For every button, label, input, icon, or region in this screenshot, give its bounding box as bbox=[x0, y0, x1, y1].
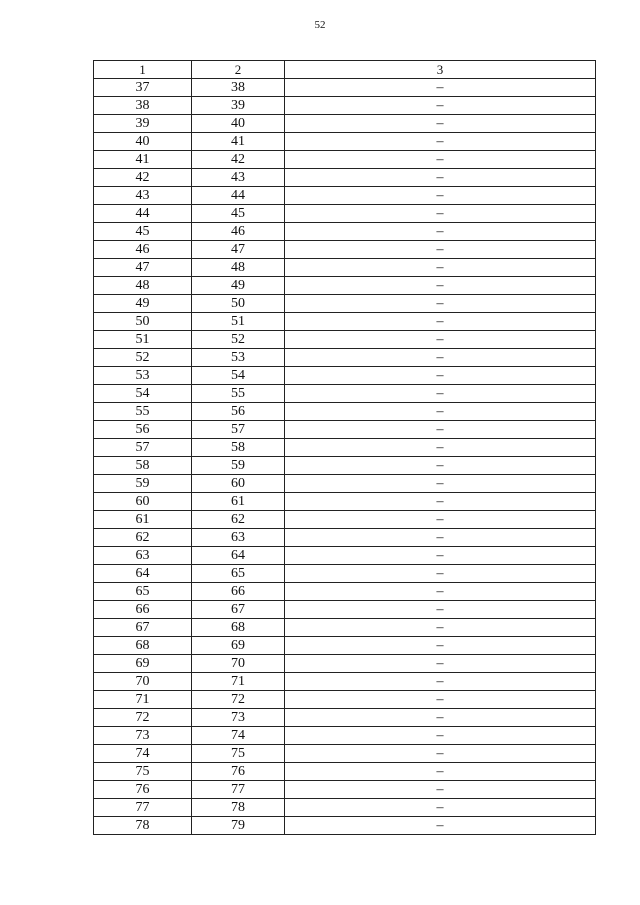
cell-col-1: 58 bbox=[94, 457, 192, 475]
data-table bbox=[93, 60, 596, 835]
table-row bbox=[94, 97, 596, 115]
cell-col-1: 47 bbox=[94, 259, 192, 277]
cell-col-3: – bbox=[285, 781, 596, 799]
cell-col-1: 38 bbox=[94, 97, 192, 115]
cell-col-3: – bbox=[285, 493, 596, 511]
cell-col-1: 54 bbox=[94, 385, 192, 403]
table-row bbox=[94, 691, 596, 709]
cell-col-3: – bbox=[285, 385, 596, 403]
cell-col-2: 75 bbox=[192, 745, 285, 763]
column-header-1: 1 bbox=[94, 61, 192, 79]
cell-col-2: 78 bbox=[192, 799, 285, 817]
cell-col-3: – bbox=[285, 709, 596, 727]
cell-col-2: 48 bbox=[192, 259, 285, 277]
cell-col-1: 59 bbox=[94, 475, 192, 493]
cell-col-2: 79 bbox=[192, 817, 285, 835]
table-row bbox=[94, 313, 596, 331]
cell-col-1: 53 bbox=[94, 367, 192, 385]
table-row bbox=[94, 115, 596, 133]
cell-col-1: 37 bbox=[94, 79, 192, 97]
cell-col-2: 71 bbox=[192, 673, 285, 691]
cell-col-3: – bbox=[285, 367, 596, 385]
table-row bbox=[94, 169, 596, 187]
cell-col-3: – bbox=[285, 259, 596, 277]
cell-col-1: 49 bbox=[94, 295, 192, 313]
cell-col-2: 60 bbox=[192, 475, 285, 493]
cell-col-3: – bbox=[285, 151, 596, 169]
cell-col-1: 65 bbox=[94, 583, 192, 601]
table-row bbox=[94, 565, 596, 583]
cell-col-3: – bbox=[285, 421, 596, 439]
cell-col-3: – bbox=[285, 475, 596, 493]
cell-col-1: 72 bbox=[94, 709, 192, 727]
cell-col-2: 67 bbox=[192, 601, 285, 619]
cell-col-1: 57 bbox=[94, 439, 192, 457]
cell-col-1: 68 bbox=[94, 637, 192, 655]
cell-col-3: – bbox=[285, 817, 596, 835]
table-row bbox=[94, 223, 596, 241]
cell-col-3: – bbox=[285, 457, 596, 475]
table-row bbox=[94, 583, 596, 601]
cell-col-1: 71 bbox=[94, 691, 192, 709]
cell-col-2: 64 bbox=[192, 547, 285, 565]
table-row bbox=[94, 259, 596, 277]
cell-col-3: – bbox=[285, 187, 596, 205]
table-row bbox=[94, 709, 596, 727]
cell-col-1: 42 bbox=[94, 169, 192, 187]
cell-col-2: 53 bbox=[192, 349, 285, 367]
cell-col-1: 52 bbox=[94, 349, 192, 367]
cell-col-1: 40 bbox=[94, 133, 192, 151]
cell-col-3: – bbox=[285, 79, 596, 97]
cell-col-3: – bbox=[285, 133, 596, 151]
cell-col-1: 51 bbox=[94, 331, 192, 349]
table-row bbox=[94, 241, 596, 259]
cell-col-3: – bbox=[285, 799, 596, 817]
table-body bbox=[94, 61, 596, 835]
cell-col-3: – bbox=[285, 583, 596, 601]
cell-col-1: 73 bbox=[94, 727, 192, 745]
table-row bbox=[94, 547, 596, 565]
cell-col-2: 74 bbox=[192, 727, 285, 745]
cell-col-2: 46 bbox=[192, 223, 285, 241]
cell-col-1: 60 bbox=[94, 493, 192, 511]
table-row bbox=[94, 655, 596, 673]
cell-col-2: 49 bbox=[192, 277, 285, 295]
table-row bbox=[94, 727, 596, 745]
cell-col-1: 39 bbox=[94, 115, 192, 133]
cell-col-2: 42 bbox=[192, 151, 285, 169]
cell-col-1: 64 bbox=[94, 565, 192, 583]
cell-col-3: – bbox=[285, 403, 596, 421]
cell-col-2: 66 bbox=[192, 583, 285, 601]
cell-col-1: 75 bbox=[94, 763, 192, 781]
cell-col-1: 63 bbox=[94, 547, 192, 565]
cell-col-1: 67 bbox=[94, 619, 192, 637]
cell-col-3: – bbox=[285, 547, 596, 565]
cell-col-2: 59 bbox=[192, 457, 285, 475]
cell-col-1: 69 bbox=[94, 655, 192, 673]
cell-col-3: – bbox=[285, 763, 596, 781]
cell-col-2: 51 bbox=[192, 313, 285, 331]
cell-col-3: – bbox=[285, 673, 596, 691]
cell-col-3: – bbox=[285, 97, 596, 115]
cell-col-3: – bbox=[285, 439, 596, 457]
cell-col-3: – bbox=[285, 223, 596, 241]
cell-col-2: 47 bbox=[192, 241, 285, 259]
cell-col-1: 61 bbox=[94, 511, 192, 529]
column-header-2: 2 bbox=[192, 61, 285, 79]
cell-col-1: 45 bbox=[94, 223, 192, 241]
table-row bbox=[94, 295, 596, 313]
cell-col-2: 73 bbox=[192, 709, 285, 727]
cell-col-3: – bbox=[285, 565, 596, 583]
cell-col-1: 74 bbox=[94, 745, 192, 763]
table-row bbox=[94, 79, 596, 97]
table-row bbox=[94, 151, 596, 169]
cell-col-2: 41 bbox=[192, 133, 285, 151]
table-row bbox=[94, 439, 596, 457]
cell-col-1: 66 bbox=[94, 601, 192, 619]
table-row bbox=[94, 493, 596, 511]
cell-col-2: 58 bbox=[192, 439, 285, 457]
cell-col-1: 43 bbox=[94, 187, 192, 205]
cell-col-2: 68 bbox=[192, 619, 285, 637]
cell-col-2: 54 bbox=[192, 367, 285, 385]
cell-col-2: 44 bbox=[192, 187, 285, 205]
cell-col-3: – bbox=[285, 691, 596, 709]
cell-col-2: 62 bbox=[192, 511, 285, 529]
cell-col-3: – bbox=[285, 655, 596, 673]
table-row bbox=[94, 799, 596, 817]
cell-col-2: 77 bbox=[192, 781, 285, 799]
cell-col-2: 72 bbox=[192, 691, 285, 709]
cell-col-1: 48 bbox=[94, 277, 192, 295]
table-row bbox=[94, 205, 596, 223]
cell-col-3: – bbox=[285, 115, 596, 133]
cell-col-2: 63 bbox=[192, 529, 285, 547]
cell-col-3: – bbox=[285, 511, 596, 529]
table-row bbox=[94, 133, 596, 151]
table-row bbox=[94, 511, 596, 529]
table-header-row bbox=[94, 61, 596, 79]
table-row bbox=[94, 817, 596, 835]
cell-col-2: 40 bbox=[192, 115, 285, 133]
cell-col-2: 57 bbox=[192, 421, 285, 439]
table-row bbox=[94, 763, 596, 781]
cell-col-3: – bbox=[285, 619, 596, 637]
cell-col-2: 45 bbox=[192, 205, 285, 223]
table-row bbox=[94, 637, 596, 655]
table-row bbox=[94, 475, 596, 493]
cell-col-3: – bbox=[285, 205, 596, 223]
table-row bbox=[94, 457, 596, 475]
cell-col-3: – bbox=[285, 241, 596, 259]
cell-col-1: 44 bbox=[94, 205, 192, 223]
cell-col-3: – bbox=[285, 745, 596, 763]
cell-col-1: 50 bbox=[94, 313, 192, 331]
table-row bbox=[94, 277, 596, 295]
table-row bbox=[94, 673, 596, 691]
cell-col-2: 69 bbox=[192, 637, 285, 655]
table-row bbox=[94, 187, 596, 205]
cell-col-2: 56 bbox=[192, 403, 285, 421]
column-header-3: 3 bbox=[285, 61, 596, 79]
cell-col-1: 62 bbox=[94, 529, 192, 547]
cell-col-1: 46 bbox=[94, 241, 192, 259]
table-row bbox=[94, 601, 596, 619]
cell-col-1: 55 bbox=[94, 403, 192, 421]
table-row bbox=[94, 781, 596, 799]
table-row bbox=[94, 385, 596, 403]
cell-col-3: – bbox=[285, 313, 596, 331]
table-row bbox=[94, 367, 596, 385]
cell-col-3: – bbox=[285, 727, 596, 745]
cell-col-2: 43 bbox=[192, 169, 285, 187]
page-number: 52 bbox=[314, 19, 326, 31]
cell-col-3: – bbox=[285, 637, 596, 655]
cell-col-3: – bbox=[285, 529, 596, 547]
cell-col-1: 41 bbox=[94, 151, 192, 169]
cell-col-2: 55 bbox=[192, 385, 285, 403]
cell-col-2: 76 bbox=[192, 763, 285, 781]
cell-col-3: – bbox=[285, 169, 596, 187]
table-row bbox=[94, 421, 596, 439]
cell-col-3: – bbox=[285, 331, 596, 349]
table-row bbox=[94, 745, 596, 763]
cell-col-2: 61 bbox=[192, 493, 285, 511]
cell-col-2: 38 bbox=[192, 79, 285, 97]
cell-col-2: 50 bbox=[192, 295, 285, 313]
cell-col-1: 77 bbox=[94, 799, 192, 817]
cell-col-1: 70 bbox=[94, 673, 192, 691]
cell-col-1: 56 bbox=[94, 421, 192, 439]
cell-col-3: – bbox=[285, 295, 596, 313]
table-row bbox=[94, 403, 596, 421]
cell-col-2: 52 bbox=[192, 331, 285, 349]
cell-col-2: 70 bbox=[192, 655, 285, 673]
cell-col-2: 39 bbox=[192, 97, 285, 115]
cell-col-1: 78 bbox=[94, 817, 192, 835]
table-row bbox=[94, 349, 596, 367]
table-row bbox=[94, 331, 596, 349]
cell-col-2: 65 bbox=[192, 565, 285, 583]
cell-col-3: – bbox=[285, 277, 596, 295]
cell-col-3: – bbox=[285, 349, 596, 367]
table-row bbox=[94, 619, 596, 637]
cell-col-3: – bbox=[285, 601, 596, 619]
table-row bbox=[94, 529, 596, 547]
cell-col-1: 76 bbox=[94, 781, 192, 799]
